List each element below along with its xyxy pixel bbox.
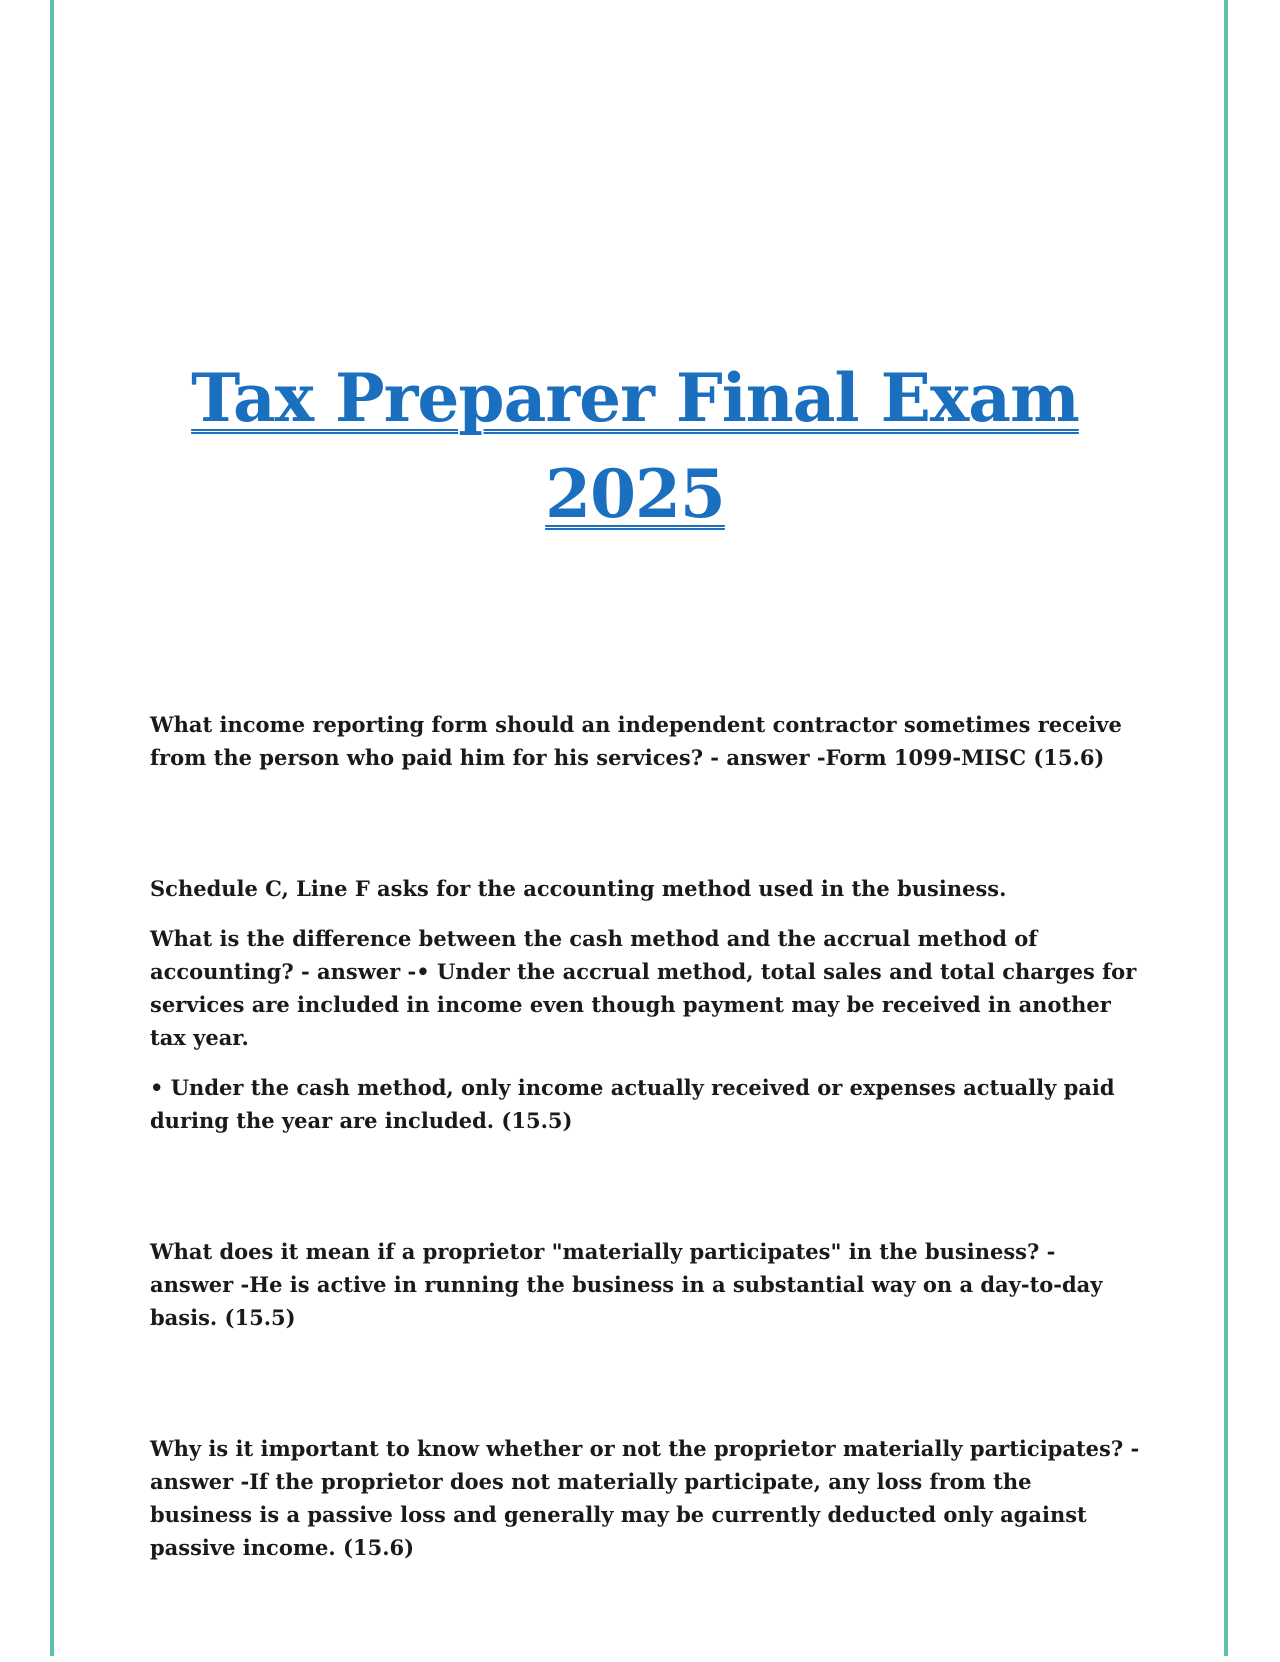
qa-item — [150, 708, 1140, 774]
qa-paragraph: Why is it important to know whether or not the proprietor materially participates? - answer -If the proprietor does not materially participate, any loss from the business is a passive loss and generally may be currently deducted only against passive income. (15.6) — [150, 1436, 1140, 1560]
qa-paragraph: What does it mean if a proprietor "materially participates" in the business? - answer -He is active in running the business in a substantial way on a day-to-day basis. (15.5) — [150, 1239, 1103, 1330]
page-border-right — [1224, 0, 1228, 1656]
qa-paragraph: • Under the cash method, only income actually received or expenses actually paid during the year are included. (15.5) — [150, 1075, 1115, 1133]
document-title — [150, 350, 1120, 542]
qa-item — [150, 1432, 1140, 1564]
qa-paragraph: What is the difference between the cash method and the accrual method of accounting? - answer -• Under the accrual method, total sales and total charges for services are included in income even though payment may be received in another tax year. — [150, 926, 1137, 1050]
qa-item — [150, 1235, 1140, 1334]
page-border-left — [50, 0, 54, 1656]
title-line-2: 2025 — [545, 455, 725, 533]
qa-paragraph: What income reporting form should an independent contractor sometimes receive from the person who paid him for his services? - answer -Form 1099-MISC (15.6) — [150, 712, 1122, 770]
title-line-1: Tax Preparer Final Exam — [191, 359, 1079, 437]
qa-paragraph: Schedule C, Line F asks for the accounting method used in the business. — [150, 876, 1007, 901]
qa-item — [150, 872, 1140, 1137]
qa-list — [150, 708, 1140, 1662]
